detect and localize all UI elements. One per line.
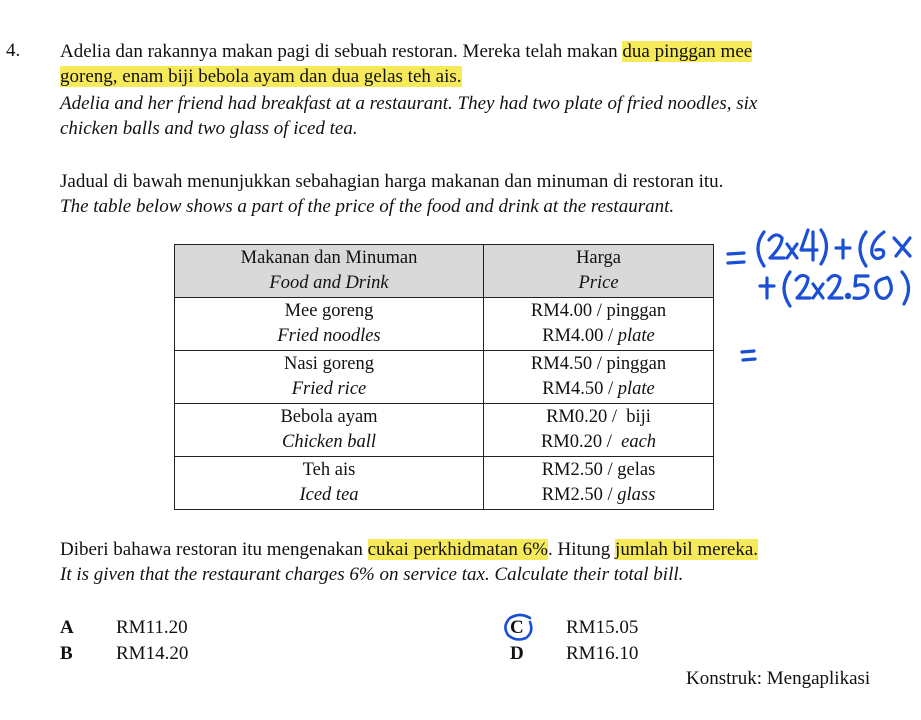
option-value: RM16.10 xyxy=(566,643,639,664)
english-tax-statement: It is given that the restaurant charges 6% on service tax. Calculate their total bill. xyxy=(60,564,684,585)
highlighted-food-order-continued: goreng, enam biji bebola ayam dan dua gelas teh ais. xyxy=(60,66,462,87)
highlighted-total-bill: jumlah bil mereka. xyxy=(615,539,759,560)
close-paren-stroke-2 xyxy=(902,272,909,304)
answer-circle-mark xyxy=(500,612,540,642)
table-row xyxy=(175,404,714,457)
table-header-row xyxy=(175,245,714,298)
question-number: 4. xyxy=(6,40,21,61)
plus-stroke xyxy=(836,240,850,258)
malay-question-line-2 xyxy=(60,65,462,89)
close-paren-stroke xyxy=(821,230,827,264)
item-cell: Nasi goreng Fried rice xyxy=(175,351,484,404)
option-value: RM14.20 xyxy=(116,643,189,664)
english-question-line-2: chicken balls and two glass of iced tea. xyxy=(60,118,358,139)
option-label: D xyxy=(510,643,524,664)
price-cell: RM4.50 / pinggan RM4.50 / plate xyxy=(484,351,714,404)
option-value: RM11.20 xyxy=(116,617,188,638)
decimal-point xyxy=(846,294,849,297)
english-question-line-1: Adelia and her friend had breakfast at a restaurant. They had two plate of fried noodles, six xyxy=(60,93,758,114)
highlighted-food-order: dua pinggan mee xyxy=(622,41,753,62)
malay-tax-statement: Diberi bahawa restoran itu mengenakan cukai perkhidmatan 6%. Hitung jumlah bil mereka. xyxy=(60,539,759,560)
equals-stroke-2 xyxy=(742,351,755,360)
open-paren-stroke-2 xyxy=(860,232,866,266)
digit-two-stroke xyxy=(769,235,784,258)
open-paren-stroke xyxy=(758,232,764,266)
malay-question-line-1 xyxy=(60,40,752,64)
header-price: Harga Price xyxy=(484,245,714,298)
price-cell: RM4.00 / pinggan RM4.00 / plate xyxy=(484,298,714,351)
table-row xyxy=(175,298,714,351)
times-stroke xyxy=(787,244,797,258)
open-paren-stroke-3 xyxy=(784,272,790,306)
header-food-and-drink: Makanan dan Minuman Food and Drink xyxy=(175,245,484,298)
digit-two-stroke-2 xyxy=(796,275,810,298)
table-row xyxy=(175,457,714,510)
equals-stroke xyxy=(728,253,744,263)
option-label: A xyxy=(60,617,74,638)
digit-six-stroke xyxy=(872,232,884,259)
times-stroke-3 xyxy=(813,284,823,298)
digit-zero-stroke xyxy=(876,278,892,299)
digit-four-stroke xyxy=(801,230,817,260)
english-table-intro: The table below shows a part of the price of the food and drink at the restaurant. xyxy=(60,196,675,217)
option-label: C xyxy=(510,617,524,638)
malay-table-intro: Jadual di bawah menunjukkan sebahagian harga makanan dan minuman di restoran itu. xyxy=(60,171,724,192)
price-table xyxy=(174,244,714,510)
construct-label: Konstruk: Mengaplikasi xyxy=(686,668,871,689)
times-stroke-2 xyxy=(894,238,910,256)
highlighted-service-tax: cukai perkhidmatan 6% xyxy=(367,539,549,560)
price-cell: RM2.50 / gelas RM2.50 / glass xyxy=(484,457,714,510)
item-cell: Mee goreng Fried noodles xyxy=(175,298,484,351)
handwritten-working xyxy=(720,220,921,390)
price-cell: RM0.20 / biji RM0.20 / each xyxy=(484,404,714,457)
digit-five-stroke xyxy=(854,276,868,298)
option-label: B xyxy=(60,643,73,664)
malay-question-text: Adelia dan rakannya makan pagi di sebuah restoran. Mereka telah makan xyxy=(60,41,623,62)
plus-stroke-2 xyxy=(760,278,774,298)
table-row xyxy=(175,351,714,404)
digit-two-stroke-3 xyxy=(828,275,842,298)
item-cell: Bebola ayam Chicken ball xyxy=(175,404,484,457)
item-cell: Teh ais Iced tea xyxy=(175,457,484,510)
option-value: RM15.05 xyxy=(566,617,639,638)
